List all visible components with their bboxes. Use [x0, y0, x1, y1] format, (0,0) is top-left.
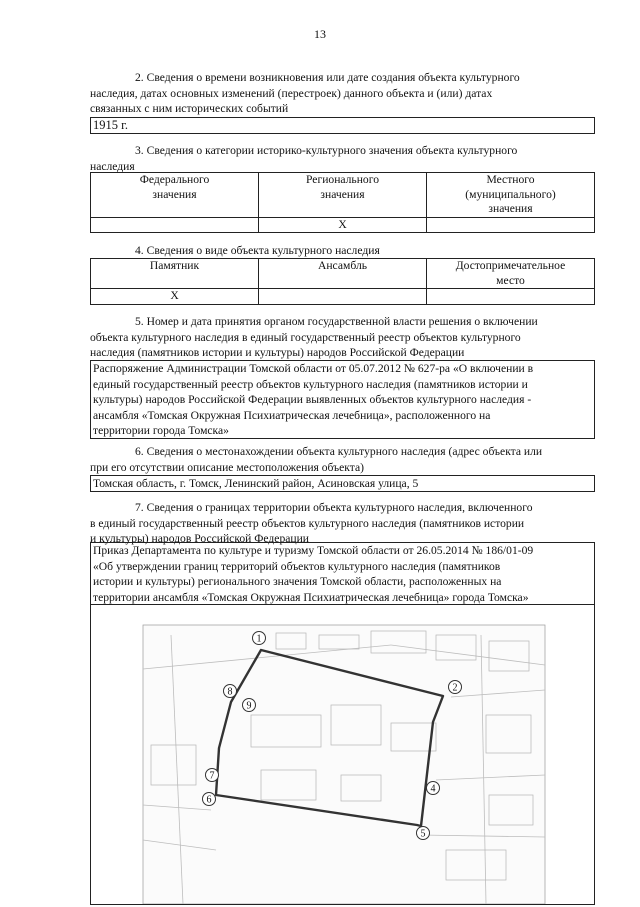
- category-mark-row: [91, 217, 595, 233]
- category-mark: [91, 217, 259, 233]
- category-header-row: [91, 173, 595, 218]
- section3-heading-line: наследия: [90, 159, 135, 173]
- section5-heading-line: объекта культурного наследия в единый государственный реестр объектов культурного: [90, 330, 521, 344]
- boundary-point-label: 2: [452, 682, 458, 694]
- category-col-federal: [91, 173, 259, 218]
- order-line: территории ансамбля «Томская Окружная Психиатрическая лечебница» города Томска»: [93, 590, 529, 604]
- section6-heading-line: при его отсутствии описание местоположения объекта): [90, 460, 365, 474]
- section6-heading: [90, 444, 597, 475]
- type-col-text: место: [496, 273, 525, 287]
- category-col-regional: [259, 173, 427, 218]
- category-col-text: Федерального: [139, 173, 210, 186]
- section2-heading-line: наследия, датах основных изменений (перестроек) данного объекта и (или) датах: [90, 86, 493, 100]
- type-col-ensemble: [259, 259, 427, 289]
- category-mark: Х: [259, 217, 427, 233]
- section7-value-box: [90, 542, 595, 605]
- boundary-point-label: 7: [209, 770, 215, 782]
- category-col-text: значения: [152, 187, 197, 201]
- boundary-map-frame: [90, 604, 595, 905]
- type-col-monument: [91, 259, 259, 289]
- section7-heading-line: 7. Сведения о границах территории объекта культурного наследия, включенного: [135, 501, 533, 514]
- section2-value-box: [90, 117, 595, 134]
- section5-heading-line: 5. Номер и дата принятия органом государственной власти решения о включении: [135, 315, 538, 328]
- boundary-point-label: 5: [420, 828, 426, 840]
- type-mark: [259, 289, 427, 305]
- type-table: [90, 258, 595, 305]
- order-line: истории и культуры) регионального значения Томской области, расположенных на: [93, 575, 502, 589]
- category-col-text: Регионального: [306, 173, 379, 186]
- decree-line: Распоряжение Администрации Томской области от 05.07.2012 № 627-ра «О включении в: [93, 362, 534, 375]
- section6-heading-line: 6. Сведения о местонахождении объекта культурного наследия (адрес объекта или: [135, 445, 543, 458]
- boundary-point-label: 4: [430, 783, 436, 795]
- category-mark: [427, 217, 595, 233]
- section6-value-box: [90, 475, 595, 492]
- decree-line: единый государственный реестр объектов культурного наследия (памятников истории и: [93, 377, 528, 391]
- category-table: [90, 172, 595, 233]
- category-col-local: [427, 173, 595, 218]
- category-col-text: (муниципального): [465, 187, 556, 201]
- order-line: Приказ Департамента по культуре и туризму Томской области от 26.05.2014 № 186/01-09: [93, 544, 534, 557]
- type-col-landmark: [427, 259, 595, 289]
- decree-line: культуры) народов Российской Федерации выявленных объектов культурного наследия -: [93, 393, 532, 407]
- section7-heading-line: и культуры) народов Российской Федерации: [90, 532, 310, 546]
- section4-heading-line: 4. Сведения о виде объекта культурного наследия: [135, 244, 380, 257]
- map-sheet: [143, 625, 545, 904]
- boundary-point-label: 6: [206, 794, 212, 806]
- section3-heading-line: 3. Сведения о категории историко-культурного значения объекта культурного: [135, 144, 518, 157]
- type-col-text: Памятник: [149, 259, 200, 272]
- category-col-text: Местного: [486, 173, 535, 186]
- section4-heading: [90, 243, 597, 259]
- section2-heading-line: связанных с ним исторических событий: [90, 102, 289, 116]
- section7-heading-line: в единый государственный реестр объектов культурного наследия (памятников истории: [90, 516, 525, 530]
- order-line: «Об утверждении границ территорий объектов культурного наследия (памятников: [93, 559, 501, 573]
- section5-heading-line: наследия (памятников истории и культуры) народов Российской Федерации: [90, 346, 465, 360]
- boundary-map: [91, 605, 594, 904]
- boundary-point-label: 1: [256, 633, 262, 645]
- section5-value-box: [90, 360, 595, 439]
- boundary-point-label: 9: [246, 700, 252, 712]
- type-mark: [427, 289, 595, 305]
- type-col-text: Ансамбль: [317, 259, 368, 272]
- category-col-text: значения: [320, 187, 365, 201]
- page-number: 13: [314, 27, 326, 41]
- type-mark-row: [91, 289, 595, 305]
- category-col-text: значения: [488, 202, 533, 215]
- creation-date: 1915 г.: [93, 118, 128, 132]
- section2-heading: [90, 70, 597, 117]
- section2-heading-line: 2. Сведения о времени возникновения или дате создания объекта культурного: [135, 71, 520, 84]
- type-col-text: Достопримечательное: [455, 259, 566, 272]
- type-header-row: [91, 259, 595, 289]
- section5-heading: [90, 314, 597, 361]
- decree-line: ансамбля «Томская Окружная Психиатрическая лечебница», расположенного на: [93, 408, 491, 422]
- address-value: Томская область, г. Томск, Ленинский район, Асиновская улица, 5: [93, 477, 419, 490]
- decree-line: территории города Томска»: [93, 424, 229, 438]
- boundary-point-label: 8: [227, 686, 233, 698]
- section7-heading: [90, 500, 597, 547]
- section3-heading: [90, 143, 597, 174]
- type-mark: Х: [91, 289, 259, 305]
